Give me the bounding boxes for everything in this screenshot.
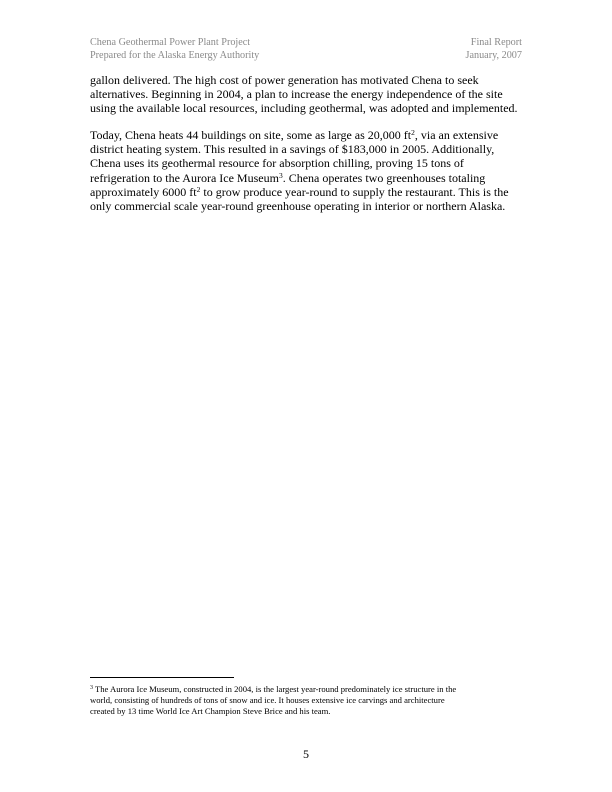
- header-project-title: Chena Geothermal Power Plant Project: [90, 37, 251, 48]
- paragraph-1: [90, 73, 530, 116]
- text-run: refrigeration to the Aurora Ice Museum: [90, 170, 279, 185]
- footnote-reference[interactable]: 3: [278, 170, 283, 180]
- superscript: 2: [411, 128, 415, 137]
- paragraph-line: gallon delivered. The high cost of power generation has motivated Chena to seek: [90, 73, 479, 87]
- paragraph-line: alternatives. Beginning in 2004, a plan to increase the energy independence of the site: [90, 87, 503, 102]
- paragraph-line: only commercial scale year-round greenhouse operating in interior or northern Alaska.: [90, 199, 506, 214]
- paragraph-line: using the available local resources, including geothermal, was adopted and implemented.: [90, 101, 518, 116]
- text-run: approximately 6000 ft: [90, 184, 197, 199]
- text-run: to grow produce year-round to supply the restaurant. This is the: [200, 184, 509, 199]
- paragraph-2: [90, 128, 530, 213]
- paragraph-line: [90, 185, 530, 199]
- text-run: , via an extensive: [414, 128, 499, 142]
- header-date: January, 2007: [465, 49, 522, 61]
- paragraph-line: district heating system. This resulted in a savings of $183,000 in 2005. Additionally,: [90, 142, 495, 157]
- text-run: The Aurora Ice Museum, constructed in 2004, is the largest year-round predominately ice structure in the: [93, 684, 457, 694]
- paragraph-line: Chena uses its geothermal resource for absorption chilling, proving 15 tons of: [90, 156, 464, 171]
- header-prepared-for: Prepared for the Alaska Energy Authority: [90, 49, 260, 61]
- text-run: . Chena operates two greenhouses totaling: [282, 170, 486, 185]
- footnote-separator: [90, 677, 234, 678]
- header-report-type: Final Report: [470, 37, 522, 48]
- running-header-left: [90, 37, 259, 62]
- page-number: 5: [303, 747, 309, 761]
- superscript: 2: [196, 184, 201, 194]
- footnote-line: world, consisting of hundreds of tons of snow and ice. It houses extensive ice carvings and architecture: [90, 695, 445, 706]
- footnote-line: [90, 684, 530, 695]
- paragraph-line: [90, 128, 530, 142]
- running-header-right: [466, 37, 523, 62]
- footnote-line: created by 13 time World Ice Art Champion Steve Brice and his team.: [90, 706, 331, 717]
- footnote: [90, 684, 530, 718]
- footnote-marker: 3: [90, 685, 93, 691]
- text-run: Today, Chena heats 44 buildings on site, some as large as 20,000 ft: [90, 128, 412, 142]
- paragraph-line: [90, 171, 530, 185]
